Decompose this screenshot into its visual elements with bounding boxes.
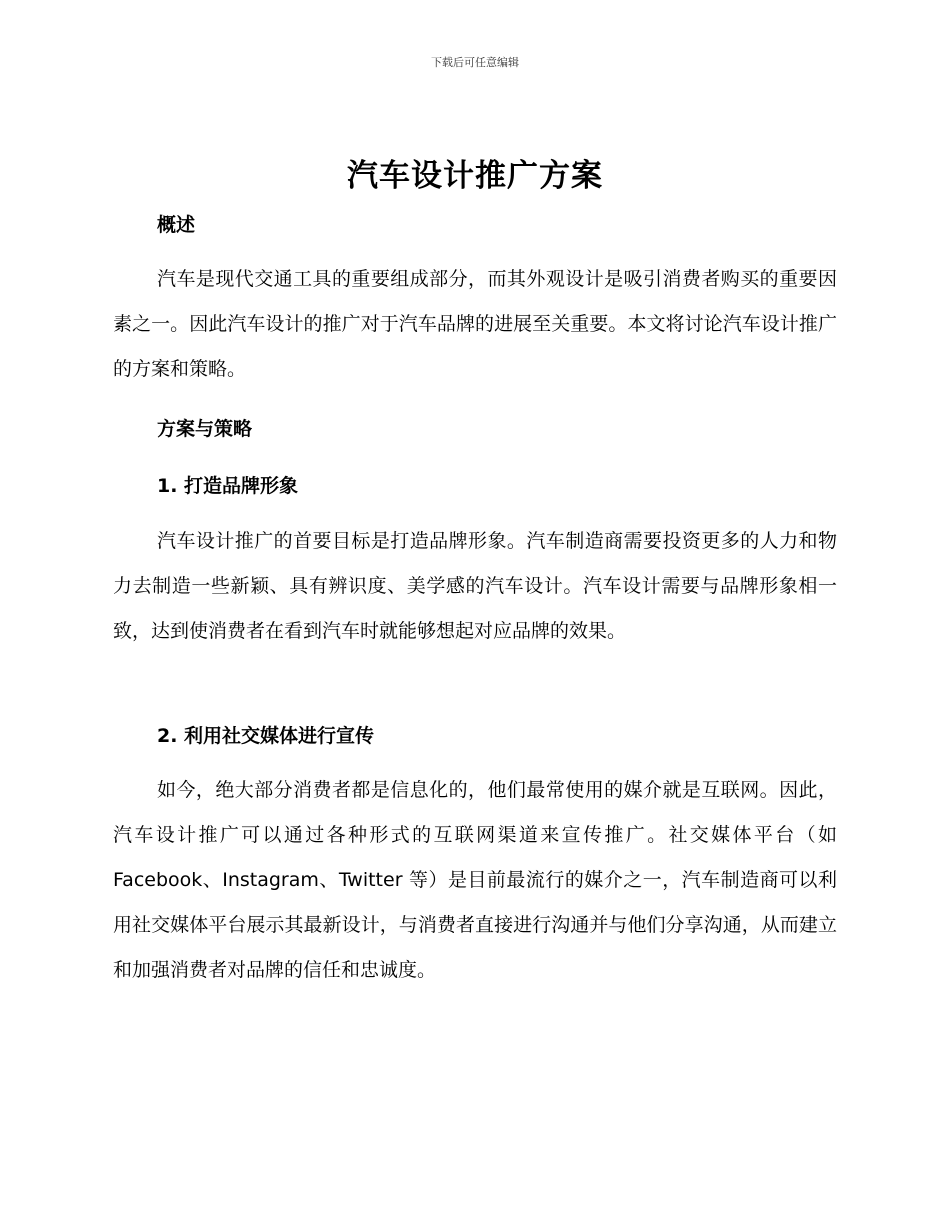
overview-heading: 概述 bbox=[157, 214, 196, 236]
document-title: 汽车设计推广方案 bbox=[347, 158, 603, 194]
overview-paragraph: 汽车是现代交通工具的重要组成部分，而其外观设计是吸引消费者购买的重要因素之一。因此汽车设计的推广对于汽车品牌的进展至关重要。本文将讨论汽车设计推广的方案和策略。 bbox=[113, 268, 837, 380]
item2-paragraph: 如今，绝大部分消费者都是信息化的，他们最常使用的媒介就是互联网。因此，汽车设计推广可以通过各种形式的互联网渠道来宣传推广。社交媒体平台（如 Facebook、Instagram、Twitter 等）是目前最流行的媒介之一，汽车制造商可以利用社交媒体平台展示其最新设计，与消费者直接进行沟通并与他们分享沟通，从而建立和加强消费者对品牌的信任和忠诚度。 bbox=[113, 779, 837, 981]
item1-heading: 1. 打造品牌形象 bbox=[157, 475, 299, 497]
item1-paragraph: 汽车设计推广的首要目标是打造品牌形象。汽车制造商需要投资更多的人力和物力去制造一些新颖、具有辨识度、美学感的汽车设计。汽车设计需要与品牌形象相一致，达到使消费者在看到汽车时就能够想起对应品牌的效果。 bbox=[113, 530, 837, 642]
page-header-note: 下载后可任意编辑 bbox=[431, 56, 519, 69]
strategy-heading: 方案与策略 bbox=[157, 418, 253, 440]
item2-heading: 2. 利用社交媒体进行宣传 bbox=[157, 725, 375, 747]
